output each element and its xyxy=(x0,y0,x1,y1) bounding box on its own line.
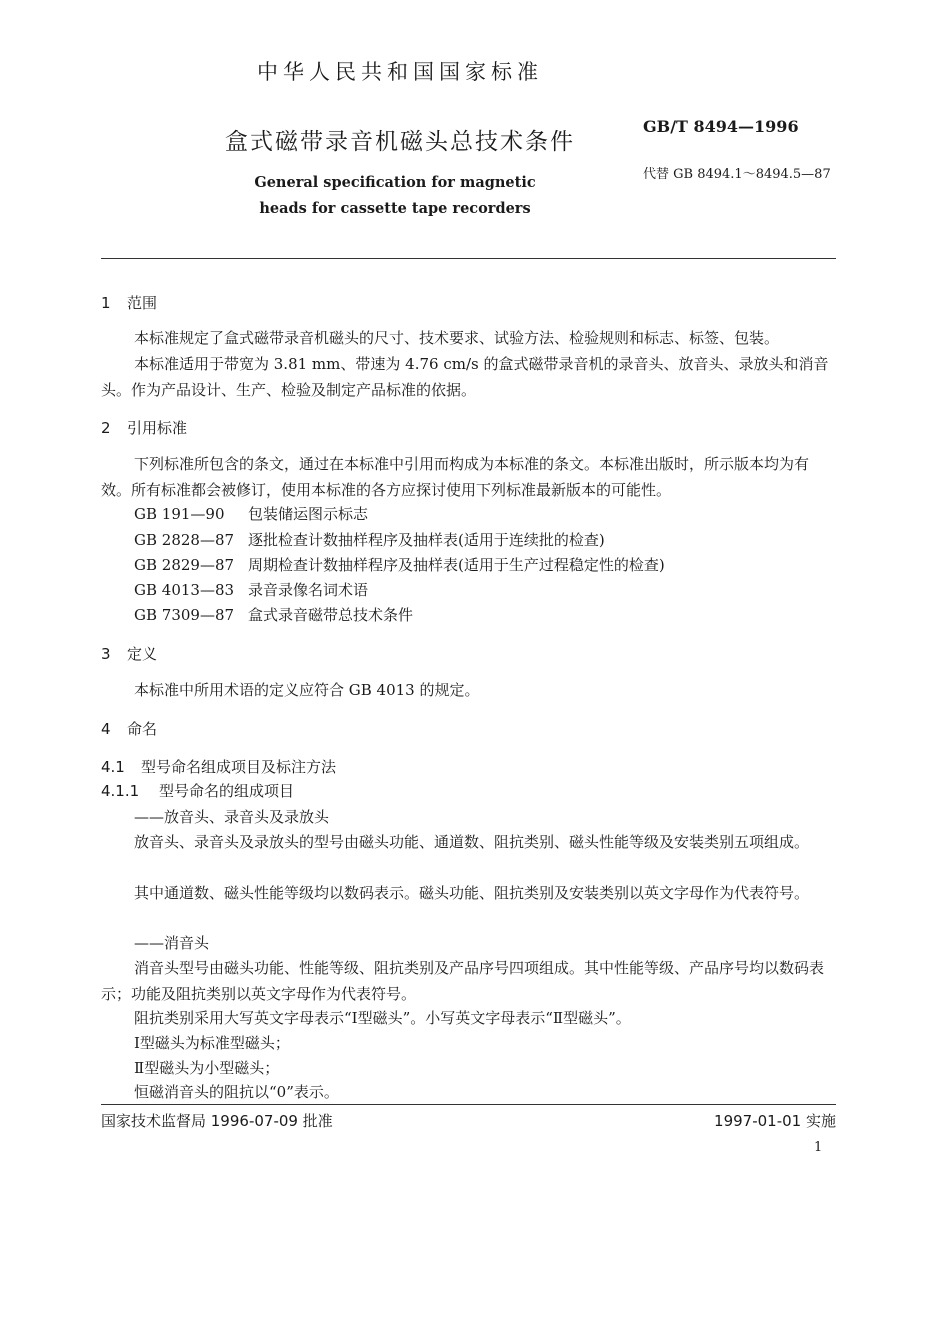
section-4-paragraph-6: Ⅱ型磁头为小型磁头； xyxy=(134,1059,280,1077)
header-divider xyxy=(101,258,836,259)
subsection-number: 4.1.1 xyxy=(101,782,140,800)
section-1-heading xyxy=(101,292,157,313)
document-title: 盒式磁带录音机磁头总技术条件 xyxy=(225,129,575,155)
subsection-title: 型号命名组成项目及标注方法 xyxy=(141,758,337,776)
reference-item xyxy=(134,554,665,575)
issuing-org: 中华人民共和国国家标准 xyxy=(257,60,543,84)
section-number: 1 xyxy=(101,294,111,312)
reference-item xyxy=(134,579,368,600)
section-4-paragraph-2: 其中通道数、磁头性能等级均以数码表示。磁头功能、阻抗类别及安装类别以英文字母作为代表符号。 xyxy=(134,884,810,902)
reference-item xyxy=(134,529,605,550)
section-3-paragraph-1: 本标准中所用术语的定义应符合 GB 4013 的规定。 xyxy=(134,681,480,699)
subsection-4-1-heading xyxy=(101,756,336,777)
english-title-line-1: General specification for magnetic xyxy=(254,174,536,191)
subsection-4-1-1-heading xyxy=(101,780,294,801)
standard-code: GB/T 8494—1996 xyxy=(643,117,799,136)
english-title-line-2: heads for cassette tape recorders xyxy=(259,200,531,217)
dash-item-erase-head: ——消音头 xyxy=(134,934,210,952)
subsection-title: 型号命名的组成项目 xyxy=(159,782,295,800)
reference-code: GB 7309—87 xyxy=(134,606,235,624)
section-number: 2 xyxy=(101,419,111,437)
subsection-number: 4.1 xyxy=(101,758,125,776)
footer-divider xyxy=(101,1104,836,1105)
section-4-paragraph-5: Ⅰ型磁头为标准型磁头； xyxy=(134,1034,290,1052)
section-title: 引用标准 xyxy=(127,419,188,437)
approval-date: 国家技术监督局 1996-07-09 批准 xyxy=(101,1112,333,1130)
section-4-heading xyxy=(101,718,157,739)
reference-code: GB 2828—87 xyxy=(134,531,235,549)
reference-title: 录音录像名词术语 xyxy=(248,581,369,599)
replaces-note: 代替 GB 8494.1～8494.5—87 xyxy=(643,167,831,182)
section-1-paragraph-2: 本标准适用于带宽为 3.81 mm、带速为 4.76 cm/s 的盒式磁带录音机的录音头、放音头、录放头和消音头。作为产品设计、生产、检验及制定产品标准的依据。 xyxy=(101,355,829,399)
section-title: 命名 xyxy=(127,720,158,738)
section-number: 3 xyxy=(101,645,111,663)
effective-date: 1997-01-01 实施 xyxy=(714,1112,836,1130)
reference-title: 周期检查计数抽样程序及抽样表(适用于生产过程稳定性的检查) xyxy=(248,556,665,574)
section-4-paragraph-3: 消音头型号由磁头功能、性能等级、阻抗类别及产品序号四项组成。其中性能等级、产品序号均以数码表示；功能及阻抗类别以英文字母作为代表符号。 xyxy=(101,959,825,1003)
reference-title: 盒式录音磁带总技术条件 xyxy=(248,606,414,624)
section-2-heading xyxy=(101,417,187,438)
section-4-paragraph-4: 阻抗类别采用大写英文字母表示“Ⅰ型磁头”。小写英文字母表示“Ⅱ型磁头”。 xyxy=(134,1009,631,1027)
section-title: 定义 xyxy=(127,645,158,663)
reference-item xyxy=(134,503,368,524)
reference-title: 包装储运图示标志 xyxy=(248,505,369,523)
section-4-paragraph-1: 放音头、录音头及录放头的型号由磁头功能、通道数、阻抗类别、磁头性能等级及安装类别五项组成。 xyxy=(134,833,810,851)
reference-item xyxy=(134,604,413,625)
section-2-paragraph-1: 下列标准所包含的条文，通过在本标准中引用而构成为本标准的条文。本标准出版时，所示版本均为有效。所有标准都会被修订，使用本标准的各方应探讨使用下列标准最新版本的可能性。 xyxy=(101,455,810,499)
reference-code: GB 2829—87 xyxy=(134,556,235,574)
section-number: 4 xyxy=(101,720,111,738)
page-number: 1 xyxy=(814,1140,823,1155)
reference-title: 逐批检查计数抽样程序及抽样表(适用于连续批的检查) xyxy=(248,531,605,549)
section-4-paragraph-7: 恒磁消音头的阻抗以“0”表示。 xyxy=(134,1083,339,1101)
section-1-paragraph-1: 本标准规定了盒式磁带录音机磁头的尺寸、技术要求、试验方法、检验规则和标志、标签、包装。 xyxy=(134,329,780,347)
dash-item-playback-recording-heads: ——放音头、录音头及录放头 xyxy=(134,808,330,826)
reference-code: GB 4013—83 xyxy=(134,581,235,599)
reference-code: GB 191—90 xyxy=(134,505,225,523)
section-3-heading xyxy=(101,643,157,664)
section-title: 范围 xyxy=(127,294,158,312)
